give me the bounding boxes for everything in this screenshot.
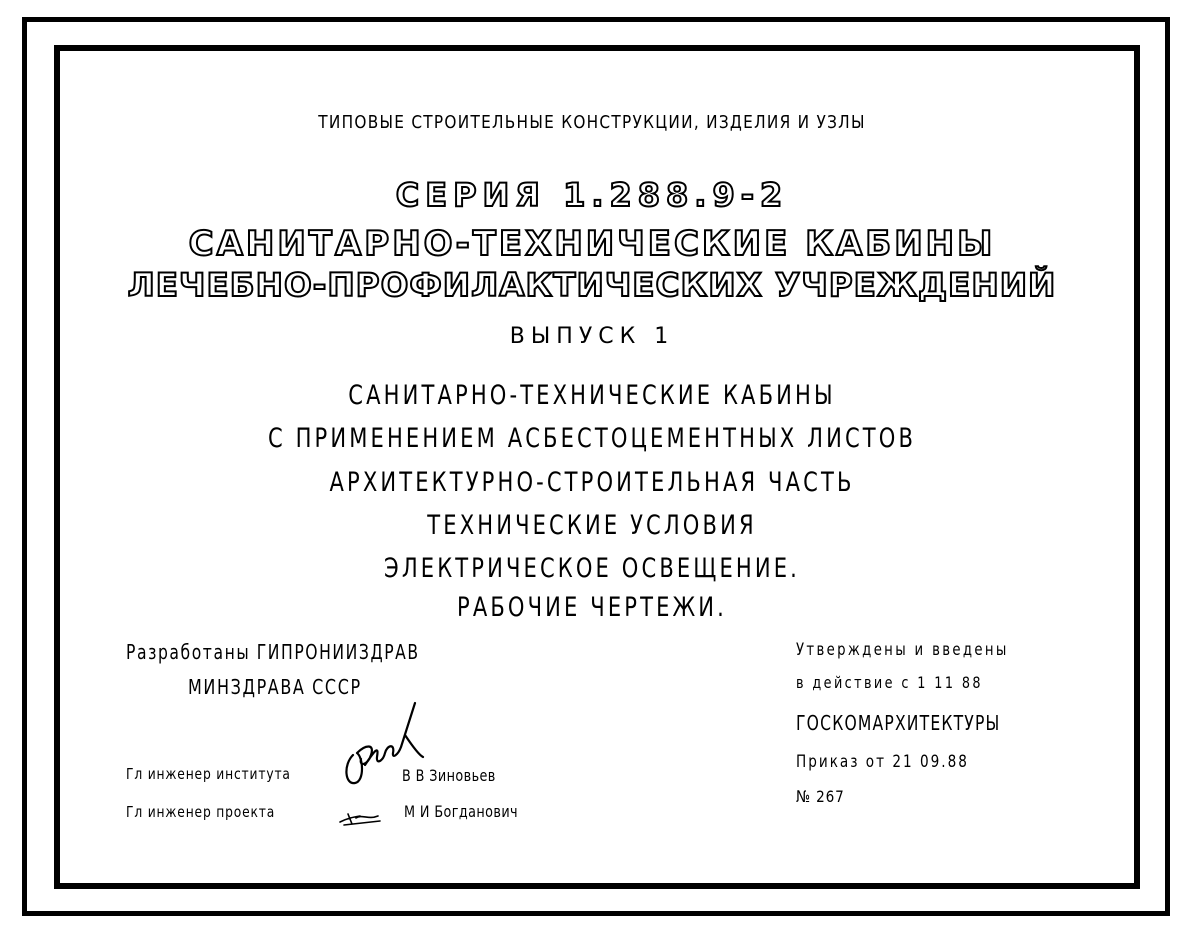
content-line-3: АРХИТЕКТУРНО-СТРОИТЕЛЬНАЯ ЧАСТЬ — [329, 467, 855, 498]
approval-line-1: Утверждены и введены — [796, 640, 1009, 660]
order-number: № 267 — [796, 787, 845, 806]
approval-line-2: в действие с 1 11 88 — [796, 673, 983, 692]
signature-bogdanovich — [338, 808, 384, 828]
developer-organization: Разработаны ГИПРОНИИЗДРАВ — [126, 640, 420, 664]
content-line-6: РАБОЧИЕ ЧЕРТЕЖИ. — [456, 592, 728, 623]
content-line-2: С ПРИМЕНЕНИЕМ АСБЕСТОЦЕМЕНТНЫХ ЛИСТОВ — [267, 423, 917, 454]
content-line-5: ЭЛЕКТРИЧЕСКОЕ ОСВЕЩЕНИЕ. — [384, 553, 800, 584]
signature-zinovyev — [335, 695, 435, 795]
publication-category: ТИПОВЫЕ СТРОИТЕЛЬНЫЕ КОНСТРУКЦИИ, ИЗДЕЛИЯ И УЗЛЫ — [318, 112, 866, 133]
chief-engineer-project-label: Гл инженер проекта — [126, 803, 276, 821]
content-line-1: САНИТАРНО-ТЕХНИЧЕСКИЕ КАБИНЫ — [348, 380, 836, 411]
order-date: Приказ от 21 09.88 — [796, 752, 969, 772]
chief-engineer-institute-label: Гл инженер института — [126, 765, 291, 783]
chief-engineer-institute-name: В В Зиновьев — [402, 766, 496, 785]
issue-number: ВЫПУСК 1 — [509, 324, 675, 349]
chief-engineer-project-name: М И Богданович — [404, 802, 519, 821]
content-line-4: ТЕХНИЧЕСКИЕ УСЛОВИЯ — [427, 510, 757, 541]
series-title: СЕРИЯ 1.288.9-2 — [395, 176, 789, 214]
developer-ministry: МИНЗДРАВА СССР — [188, 675, 362, 699]
approval-authority: ГОСКОМАРХИТЕКТУРЫ — [796, 711, 1001, 735]
main-title-line-2: ЛЕЧЕБНО-ПРОФИЛАКТИЧЕСКИХ УЧРЕЖДЕНИЙ — [127, 266, 1057, 304]
main-title-line-1: САНИТАРНО-ТЕХНИЧЕСКИЕ КАБИНЫ — [188, 224, 996, 264]
